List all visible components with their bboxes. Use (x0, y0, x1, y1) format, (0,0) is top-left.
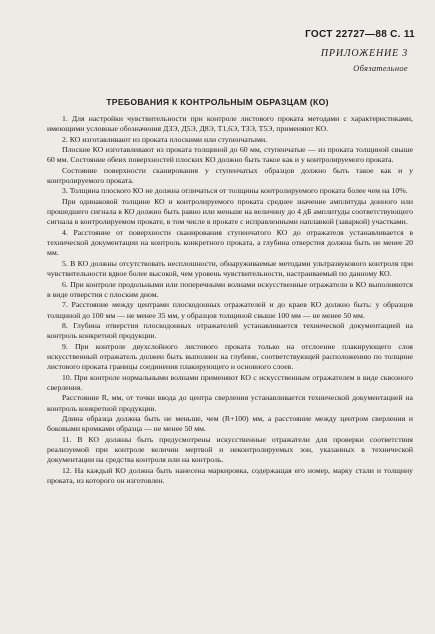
paragraph: 10. При контроле нормальными волнами применяют КО с искусственным отражателем в виде сквозного сверления. (47, 372, 413, 392)
paragraph: 6. При контроле продольными или поперечными волнами искусственные отражатели в КО выполняются в виде отверстия с плоским дном. (47, 279, 413, 299)
appendix-status: Обязательное (353, 63, 408, 73)
section-title: ТРЕБОВАНИЯ К КОНТРОЛЬНЫМ ОБРАЗЦАМ (КО) (106, 97, 329, 107)
page-header: ГОСТ 22727—88 С. 11 (305, 29, 415, 40)
paragraph: 3. Толщина плоского КО не должна отличаться от толщины контролируемого проката более чем на 10%. (62, 186, 408, 196)
appendix-block (321, 47, 408, 75)
paragraph: 8. Глубина отверстия плоскодонных отражателей устанавливается технической документацией на контроль конкретной продукции. (47, 320, 413, 341)
paragraph: 11. В КО должны быть предусмотрены искусственные отражатели для проверки соответствия реализуемой при контроле величин мертвой и неконтролируемых зон, указанных в технической документации на средства контроля или на контроль. (47, 434, 413, 465)
paragraph: Длина образца должна быть не меньше, чем (R+100) мм, а расстояние между центром сверления и боковыми кромками образца — не менее 50 мм. (47, 413, 413, 434)
paragraph: 9. При контроле двухслойного листового проката только на отслоение плакирующего слоя искусственный отражатель должен быть выполнен на глубине, соответствующей расположению по толщине листового проката границы соединения плакирующего и основного слоев. (47, 341, 413, 372)
body-text (47, 114, 413, 486)
appendix-label: ПРИЛОЖЕНИЕ 3 (320, 48, 408, 59)
paragraph: 4. Расстояние от поверхности сканирования ступенчатого КО до отражателя устанавливается в технической документации на контроль конкретного проката, а глубина отверстия должна быть не менее 20 мм. (47, 227, 413, 258)
paragraph: 1. Для настройки чувствительности при контроле листового проката методами с характеристиками, имеющими условные обозначения ДЗЭ, Д5Э, Д8Э, Т1,6Э, ТЗЭ, Т5Э, применяют КО. (47, 114, 413, 134)
paragraph: Состояние поверхности сканирования у ступенчатых образцов должно быть такое как и у контролируемого проката. (47, 165, 413, 186)
paragraph: 12. На каждый КО должна быть нанесена маркировка, содержащая его номер, марку стали и толщину проката, из которого он изготовлен. (47, 465, 413, 486)
paragraph: 2. КО изготавливают из проката плоскими или ступенчатыми. (62, 134, 268, 144)
paragraph: 5. В КО должны отсутствовать несплошности, обнаруживаемые методами ультразвукового контроля при чувствительности вдвое более высокой, чем уровень чувствительности, настраиваемый по данному КО. (47, 258, 413, 279)
paragraph: Расстояние R, мм, от точки ввода до центра сверления устанавливается технической документацией на контроль конкретной продукции. (47, 393, 413, 413)
paragraph: 7. Расстояние между центрами плоскодонных отражателей и до краев КО должно быть: у образцов толщиной до 100 мм — не менее 35 мм, у образцов толщиной свыше 100 мм — не менее 50 мм. (47, 300, 413, 320)
paragraph: При одинаковой толщине КО и контролируемого проката среднее значение амплитуды донного или прошедшего сигнала в КО должно быть равно или меньше на величину до 4 дБ амплитуды соответствующего сигнала в контролируемом прокате, в том числе в прокате с исправленными наплавкой (заваркой) участками. (47, 196, 413, 227)
paragraph: Плоские КО изготавливают из проката толщиной до 60 мм, ступенчатые — из проката толщиной свыше 60 мм. Состояние обеих поверхностей плоских КО должно быть такое как и у контролируемого проката. (47, 145, 413, 165)
